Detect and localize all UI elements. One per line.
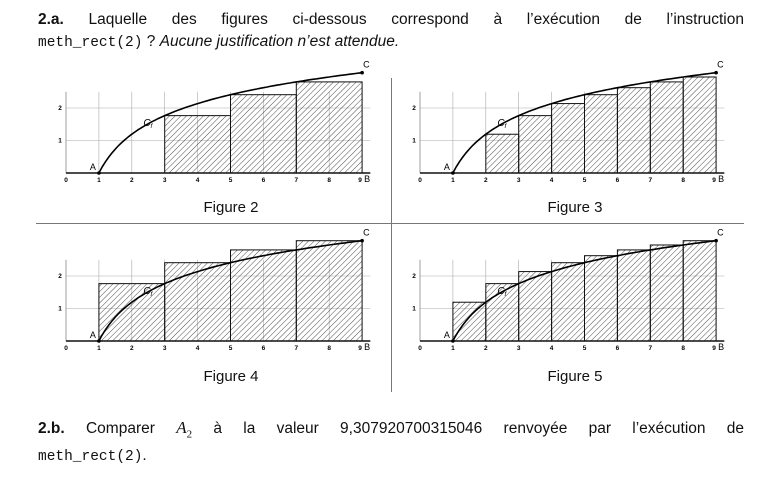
x-tick-label: 4: [195, 345, 200, 352]
code-meth-rect-2: meth_rect(2): [38, 449, 143, 466]
x-tick-label: 9: [358, 345, 362, 352]
y-tick-label: 1: [58, 305, 62, 313]
label-b: B: [718, 174, 725, 184]
question-2b-number: 2.b.: [38, 420, 65, 437]
figure-4-graph: [56, 227, 386, 360]
hatched-rectangle: [165, 116, 231, 173]
x-tick-label: 2: [483, 345, 488, 352]
curve-label-sub: f: [150, 122, 153, 130]
area-variable: $A_2$: [176, 418, 193, 441]
hatched-rectangle: [231, 250, 297, 341]
curve-label: $C_f$: [497, 117, 507, 130]
x-tick-label: 7: [648, 345, 653, 352]
hatched-rectangle: [585, 95, 618, 173]
curve-label-sub: f: [504, 290, 507, 298]
question-2b: [38, 417, 744, 468]
x-tick-label: 8: [681, 177, 686, 184]
label-b: B: [364, 342, 371, 352]
question-2b-end: .: [142, 447, 147, 465]
x-tick-label: 8: [681, 345, 686, 352]
curve-label-sub: f: [150, 290, 153, 298]
point-a: [97, 171, 101, 175]
hatched-rectangle: [99, 284, 165, 341]
hatched-rectangle: [683, 77, 716, 173]
x-tick-label: 5: [582, 177, 587, 184]
vertical-divider: [391, 78, 392, 392]
x-tick-label: 6: [615, 345, 620, 352]
figure-2-caption: Figure 2: [203, 199, 259, 216]
label-b: B: [718, 342, 725, 352]
point-c: [360, 71, 364, 75]
curve-label: $C_f$: [143, 117, 153, 130]
hatched-rectangle: [552, 104, 585, 173]
label-a: A: [443, 330, 450, 340]
hatched-rectangle: [296, 82, 362, 173]
hatched-rectangle: [519, 116, 552, 173]
point-c: [714, 71, 718, 75]
question-2a: [38, 9, 744, 54]
y-tick-label: 1: [58, 137, 62, 145]
x-tick-label: 8: [327, 345, 332, 352]
x-tick-label: 0: [418, 177, 422, 184]
hatched-rectangle: [296, 241, 362, 341]
label-a: A: [443, 162, 450, 172]
x-tick-label: 6: [261, 345, 266, 352]
x-tick-label: 1: [451, 177, 455, 184]
hatched-rectangle: [650, 82, 683, 173]
curve-label: $C_f$: [143, 285, 153, 298]
hatched-rectangle: [617, 250, 650, 341]
question-2a-number: 2.a.: [38, 11, 64, 28]
label-a: A: [89, 330, 96, 340]
x-tick-label: 7: [294, 177, 299, 184]
x-tick-label: 0: [64, 345, 68, 352]
x-tick-label: 6: [615, 177, 620, 184]
x-tick-label: 2: [129, 345, 134, 352]
x-tick-label: 3: [516, 345, 521, 352]
x-tick-label: 4: [549, 345, 554, 352]
hatched-rectangle: [585, 256, 618, 341]
x-tick-label: 7: [294, 345, 299, 352]
label-c: C: [717, 59, 724, 70]
hatched-rectangle: [165, 263, 231, 341]
x-tick-label: 9: [358, 177, 362, 184]
question-2b-text-mid: à la valeur 9,307920700315046 renvoyée par l’exécution de: [213, 420, 745, 437]
hatched-rectangle: [231, 95, 297, 173]
x-tick-label: 9: [712, 177, 716, 184]
figure-3-graph: [410, 59, 740, 192]
label-c: C: [363, 227, 370, 238]
point-a: [451, 339, 455, 343]
y-tick-label: 1: [412, 137, 416, 145]
question-2b-line1: [38, 417, 744, 445]
figure-4-caption: Figure 4: [203, 368, 259, 385]
question-2a-text: Laquelle des figures ci-dessous correspond à l’exécution de l’instruction: [88, 11, 744, 28]
label-c: C: [717, 227, 724, 238]
x-tick-label: 4: [549, 177, 554, 184]
hatched-rectangle: [617, 88, 650, 173]
y-tick-label: 1: [412, 305, 416, 313]
x-tick-label: 5: [228, 177, 233, 184]
point-a: [451, 171, 455, 175]
x-tick-label: 1: [97, 177, 101, 184]
curve-label-sub: f: [504, 122, 507, 130]
label-b: B: [364, 174, 371, 184]
point-c: [360, 239, 364, 243]
y-tick-label: 2: [412, 105, 416, 112]
figure-2-graph: [56, 59, 386, 192]
x-tick-label: 6: [261, 177, 266, 184]
x-tick-label: 2: [483, 177, 488, 184]
hatched-rectangle: [453, 302, 486, 341]
x-tick-label: 1: [451, 345, 455, 352]
hatched-rectangle: [486, 134, 519, 173]
x-tick-label: 3: [162, 345, 167, 352]
question-mark: ?: [146, 33, 156, 50]
question-2a-line2: [38, 31, 744, 54]
x-tick-label: 1: [97, 345, 101, 352]
x-tick-label: 4: [195, 177, 200, 184]
y-tick-label: 2: [412, 273, 416, 280]
x-tick-label: 9: [712, 345, 716, 352]
point-c: [714, 239, 718, 243]
hatched-rectangle: [552, 263, 585, 341]
figure-3-caption: Figure 3: [547, 199, 603, 216]
question-2b-line2: [38, 445, 744, 468]
x-tick-label: 7: [648, 177, 653, 184]
x-tick-label: 3: [516, 177, 521, 184]
x-tick-label: 0: [64, 177, 68, 184]
figure-5-caption: Figure 5: [547, 368, 603, 385]
label-c: C: [363, 59, 370, 70]
y-tick-label: 2: [58, 105, 62, 112]
x-tick-label: 5: [228, 345, 233, 352]
label-a: A: [89, 162, 96, 172]
x-tick-label: 8: [327, 177, 332, 184]
question-2b-text-start: Comparer: [85, 420, 155, 437]
figure-5-graph: [410, 227, 740, 360]
x-tick-label: 0: [418, 345, 422, 352]
code-meth-rect: meth_rect(2): [38, 35, 143, 51]
hatched-rectangle: [683, 241, 716, 341]
x-tick-label: 5: [582, 345, 587, 352]
x-tick-label: 3: [162, 177, 167, 184]
x-tick-label: 2: [129, 177, 134, 184]
question-2a-line1: [38, 9, 744, 31]
point-a: [97, 339, 101, 343]
hatched-rectangle: [650, 245, 683, 341]
question-2a-note: Aucune justification n’est attendue.: [159, 33, 400, 50]
curve-label: $C_f$: [497, 285, 507, 298]
horizontal-divider: [36, 223, 744, 224]
y-tick-label: 2: [58, 273, 62, 280]
